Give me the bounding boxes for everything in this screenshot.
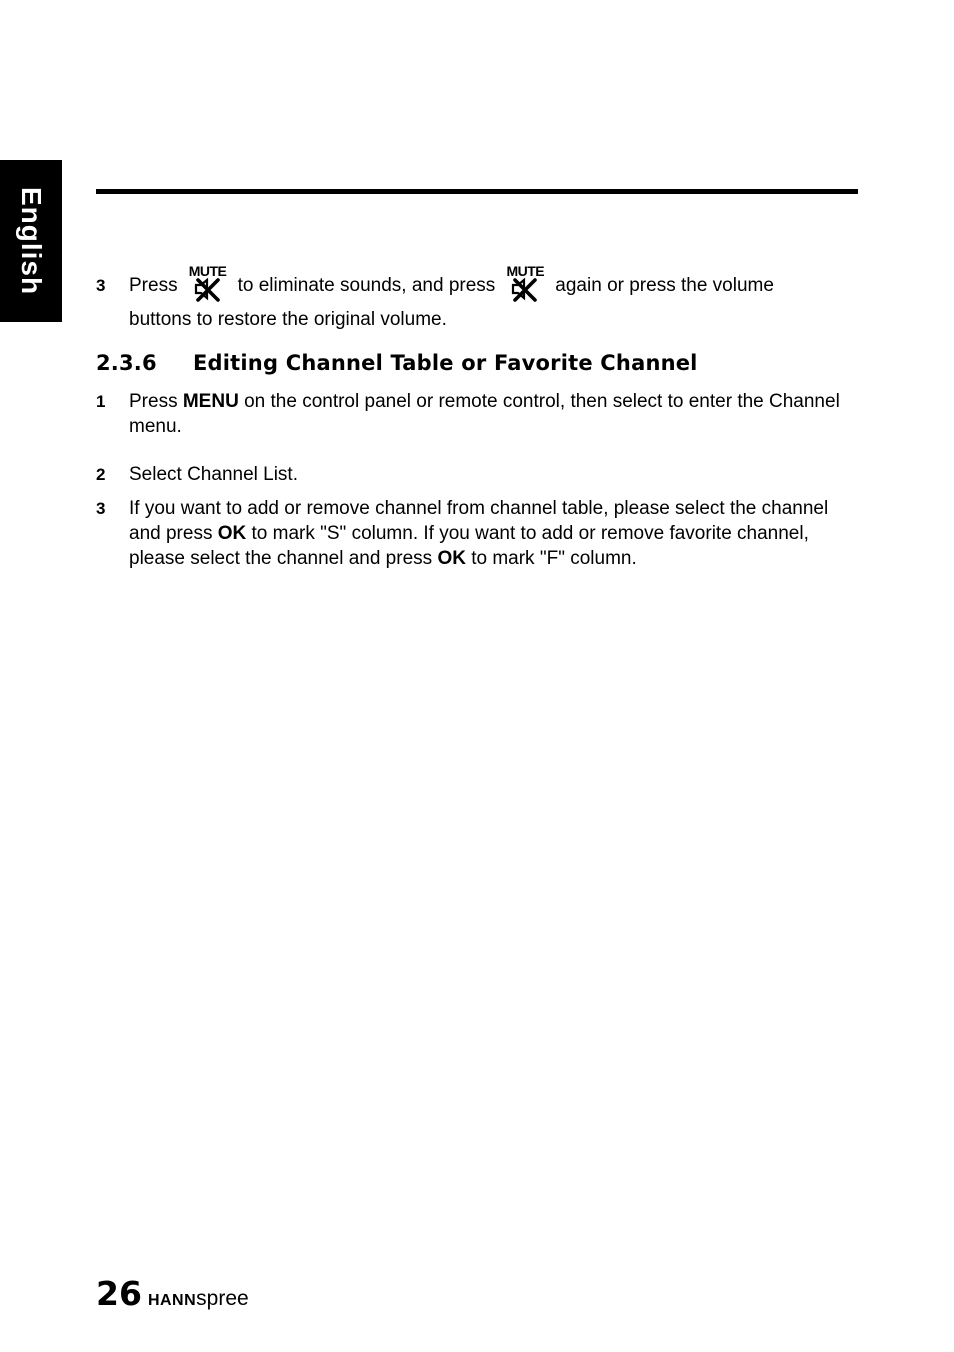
ok-keyword: OK [217,523,247,544]
step-text-press: Press [129,275,178,296]
step-text-part: on the control panel or remote control, then select to enter the Channel menu. [129,391,840,437]
step-number: 3 [96,499,106,518]
mute-step [96,263,858,333]
menu-keyword: MENU [182,391,239,412]
step-text-part: to mark "S" column. If you want to add or remove favorite channel, please select the channel and press [129,523,809,569]
mute-speaker-icon [511,276,539,302]
step-number: 1 [96,392,106,411]
step-1 [96,389,858,439]
step-text [129,496,858,571]
step-number: 2 [96,465,106,484]
page-footer [96,1274,249,1313]
mute-button-icon-2 [501,263,549,298]
section-number: 2.3.6 [96,351,157,375]
language-tab [0,160,62,322]
step-text-tail: again or press the volume [555,275,774,296]
ok-keyword: OK [437,548,466,569]
step-text-part: Press [129,391,183,412]
step-text [129,263,858,332]
step-text: Select Channel List. [129,464,298,485]
step-text [129,389,858,439]
step-text-line2: buttons to restore the original volume. [129,309,447,330]
language-tab-label: English [16,186,47,296]
mute-label: MUTE [506,263,545,279]
step-text-part: to mark "F" column. [465,548,637,569]
section-title: Editing Channel Table or Favorite Channel [193,351,698,375]
mute-speaker-icon [194,276,222,302]
mute-label: MUTE [188,263,227,279]
step-3 [96,496,858,596]
brand-bold: HANN [147,1292,197,1309]
brand-light: spree [196,1287,249,1310]
step-number: 3 [96,276,106,295]
step-text-part: If you want to add or remove channel from channel table, please select the channel and press [129,498,829,544]
header-rule [96,189,858,194]
mute-button-icon [184,263,232,298]
section-heading [96,351,698,375]
brand-logo [148,1287,249,1310]
page-number: 26 [96,1274,142,1313]
step-2 [96,462,858,487]
step-text-mid: to eliminate sounds, and press [237,275,496,296]
